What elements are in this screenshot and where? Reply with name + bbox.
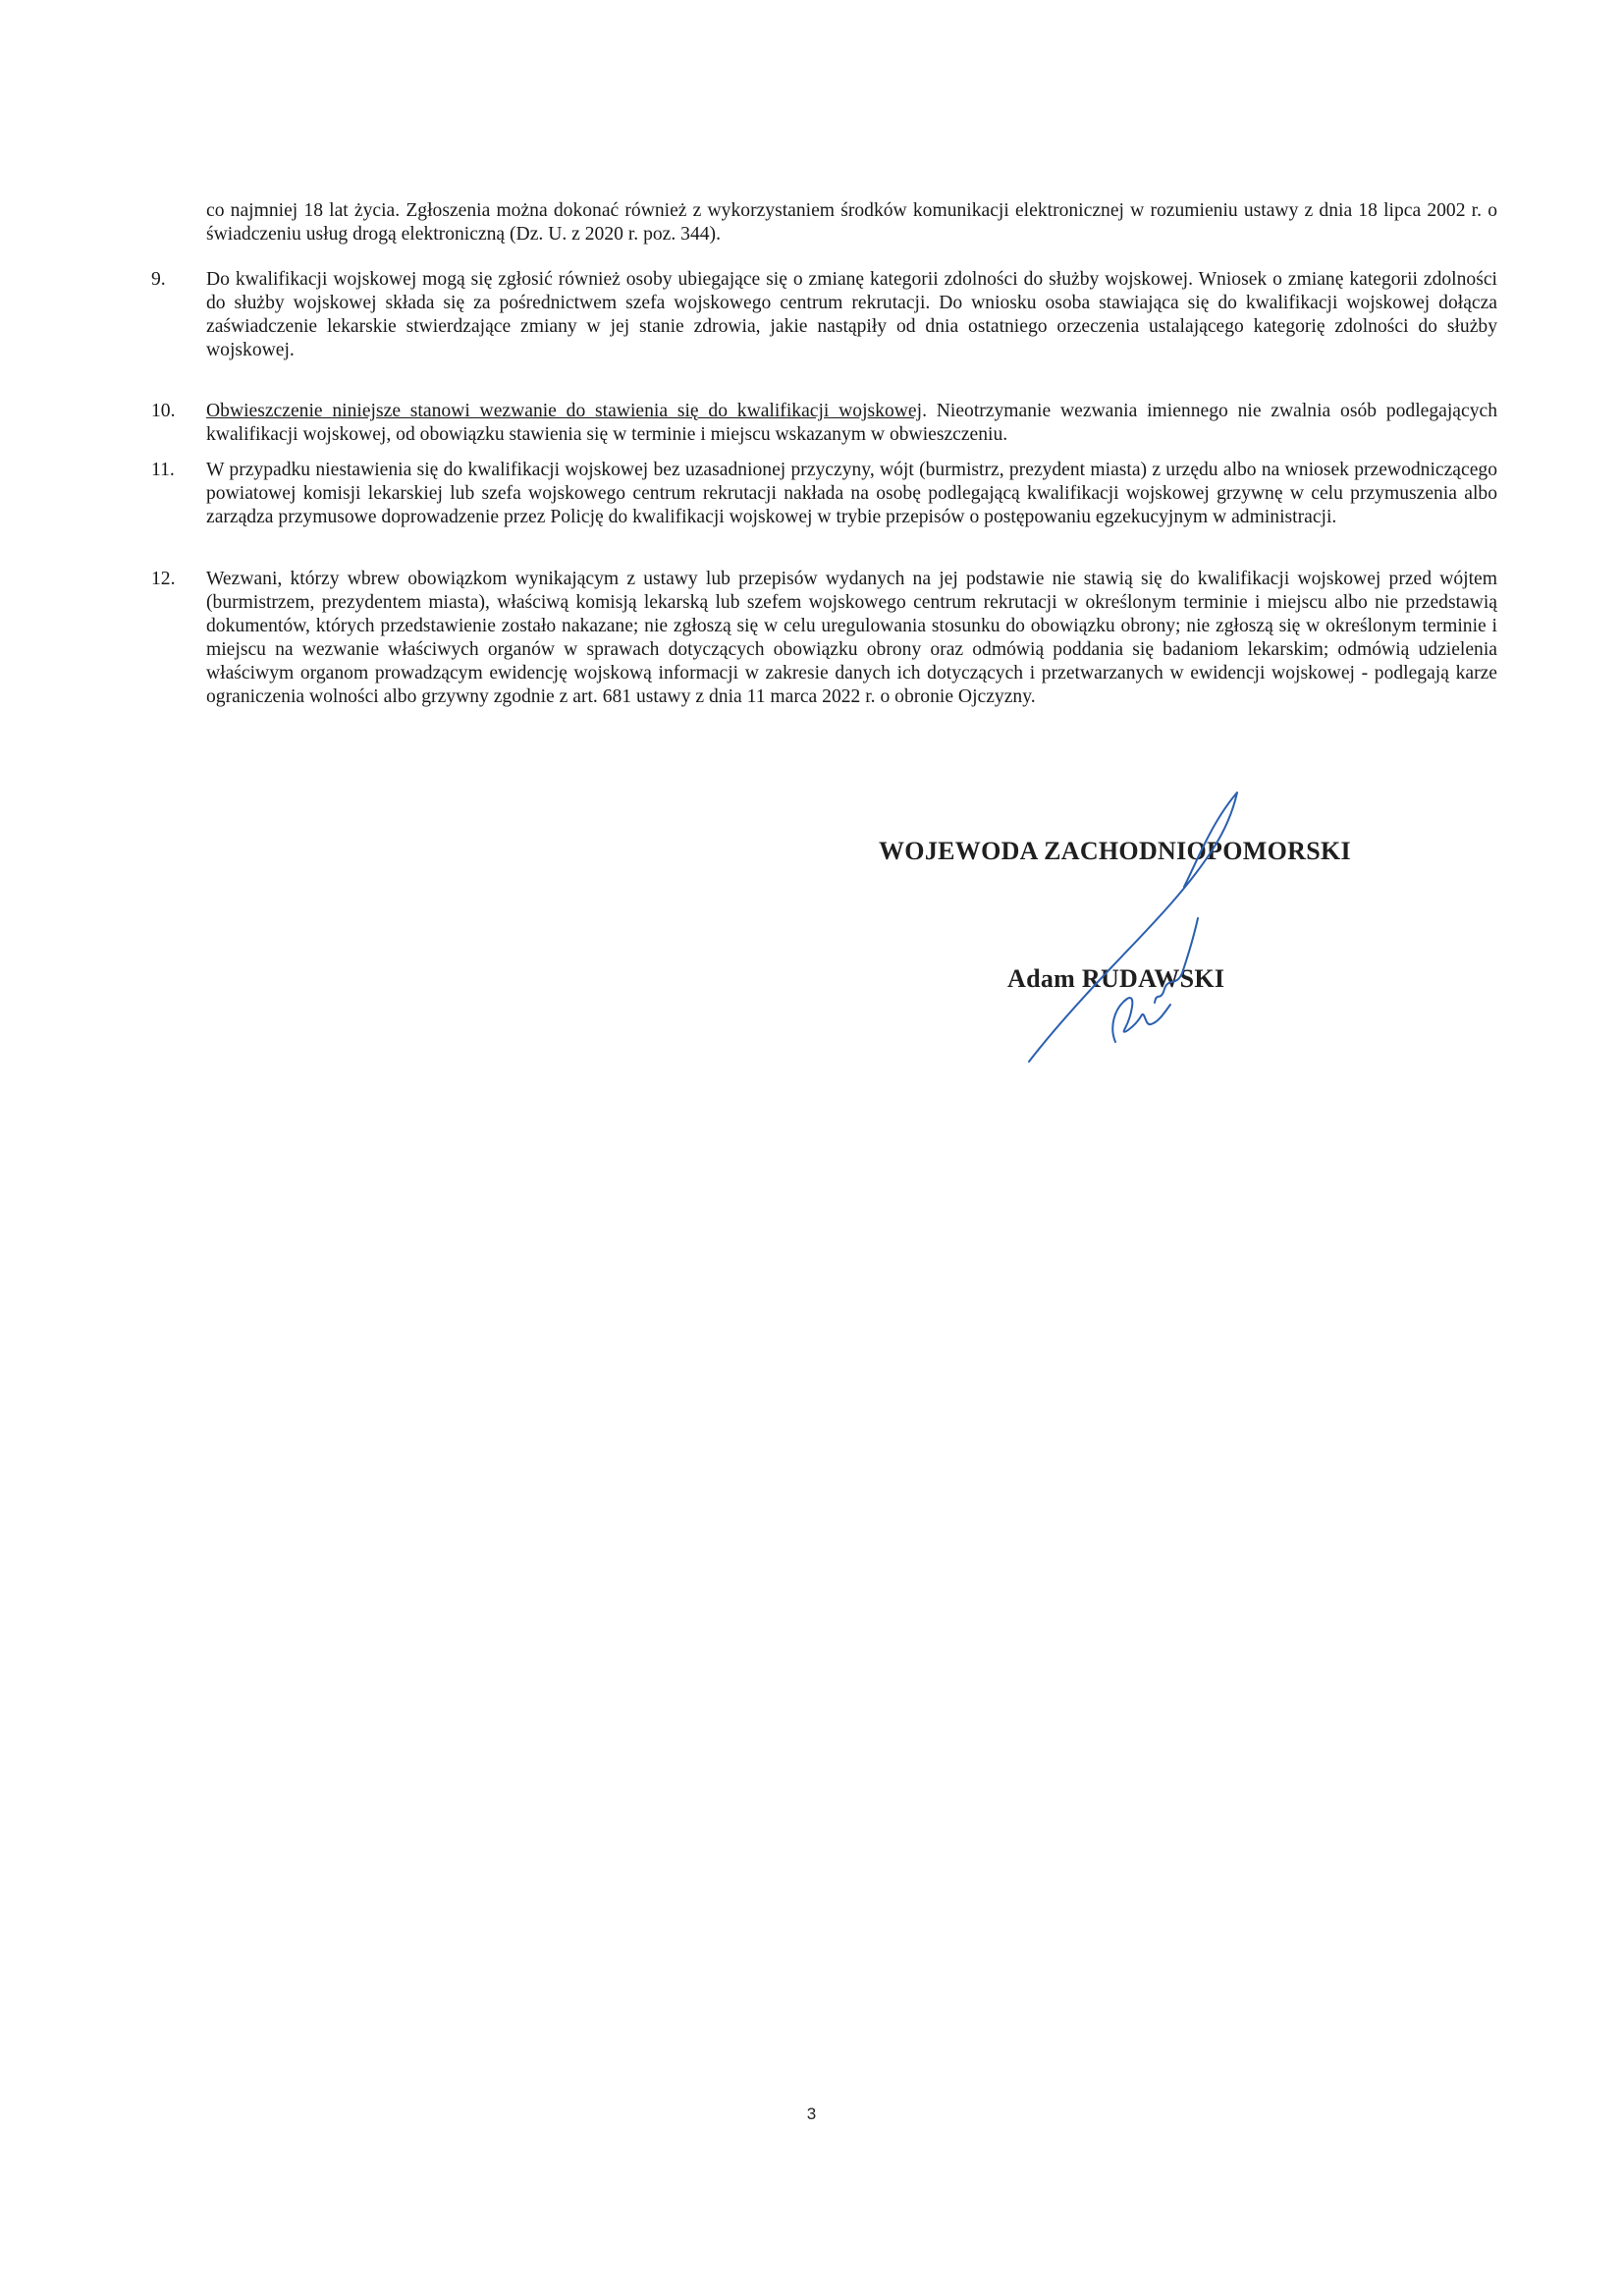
signature-stroke-main xyxy=(1029,793,1237,1062)
signatory-name: Adam RUDAWSKI xyxy=(1007,964,1225,993)
page-number: 3 xyxy=(806,2105,817,2123)
item-text: Wezwani, którzy wbrew obowiązkom wynikającym z ustawy lub przepisów wydanych na jej podstawie nie stawią się do kwalifikacji wojskowej przed wójtem (burmistrzem, prezydentem miasta), właściwą komisją lekarską lub szefem wojskowego centrum rekrutacji w określonym terminie i miejscu albo nie przedstawią dokumentów, których przedstawienie zostało nakazane; nie zgłoszą się w celu uregulowania stosunku do obowiązku obrony; nie zgłoszą się w określonym terminie i miejscu na wezwanie właściwych organów w sprawach dotyczących obowiązku obrony oraz odmówią poddania się badaniom lekarskim; odmówią udzielenia właściwym organom prowadzącym ewidencję wojskową informacji w zakresie danych ich dotyczących i przetwarzanych w ewidencji wojskowej - podlegają karze ograniczenia wolności albo grzywny zgodnie z art. 681 ustawy z dnia 11 marca 2022 r. o obronie Ojczyzny. xyxy=(206,569,1497,707)
item-number: 11. xyxy=(151,460,175,480)
item-text xyxy=(206,400,1497,447)
continuation-text: co najmniej 18 lat życia. Zgłoszenia można dokonać również z wykorzystaniem środków komunikacji elektronicznej w rozumieniu ustawy z dnia 18 lipca 2002 r. o świadczeniu usług drogą elektroniczną (Dz. U. z 2020 r. poz. 344). xyxy=(206,200,1497,245)
item-number: 9. xyxy=(151,269,166,290)
continuation-paragraph xyxy=(162,199,1497,246)
list-item-9 xyxy=(151,268,1497,362)
handwritten-signature xyxy=(962,781,1257,1075)
item-number: 12. xyxy=(151,569,176,589)
item-text: Do kwalifikacji wojskowej mogą się zgłosić również osoby ubiegające się o zmianę kategorii zdolności do służby wojskowej. Wniosek o zmianę kategorii zdolności do służby wojskowej składa się za pośrednictwem szefa wojskowego centrum rekrutacji. Do wniosku osoba stawiająca się do kwalifikacji wojskowej dołącza zaświadczenie lekarskie stwierdzające zmiany w jej stanie zdrowia, jakie nastąpiły od dnia ostatniego orzeczenia ustalającego kategorię zdolności do służby wojskowej. xyxy=(206,269,1497,360)
list-item-12 xyxy=(151,568,1497,709)
signature-stroke-initials xyxy=(1112,918,1198,1042)
item-text: W przypadku niestawienia się do kwalifikacji wojskowej bez uzasadnionej przyczyny, wójt (burmistrz, prezydent miasta) z urzędu albo na wniosek przewodniczącego powiatowej komisji lekarskiej lub szefa wojskowego centrum rekrutacji nakłada na osobę podlegającą kwalifikacji wojskowej grzywnę w celu przymuszenia albo zarządza przymusowe doprowadzenie przez Policję do kwalifikacji wojskowej w trybie przepisów o postępowaniu egzekucyjnym w administracji. xyxy=(206,460,1497,527)
signatory-title: WOJEWODA ZACHODNIOPOMORSKI xyxy=(879,837,1351,865)
list-item-10 xyxy=(151,400,1497,447)
list-item-11 xyxy=(151,459,1497,529)
underlined-statement: Obwieszczenie niniejsze stanowi wezwanie do stawienia się do kwalifikacji wojskowej xyxy=(206,401,923,421)
item-number: 10. xyxy=(151,401,176,421)
item-text-rest: . Nieotrzymanie wezwania imiennego nie zwalnia osób podlegających kwalifikacji wojskowej, od obowiązku stawienia się w terminie i miejscu wskazanym w obwieszczeniu. xyxy=(206,401,1497,445)
